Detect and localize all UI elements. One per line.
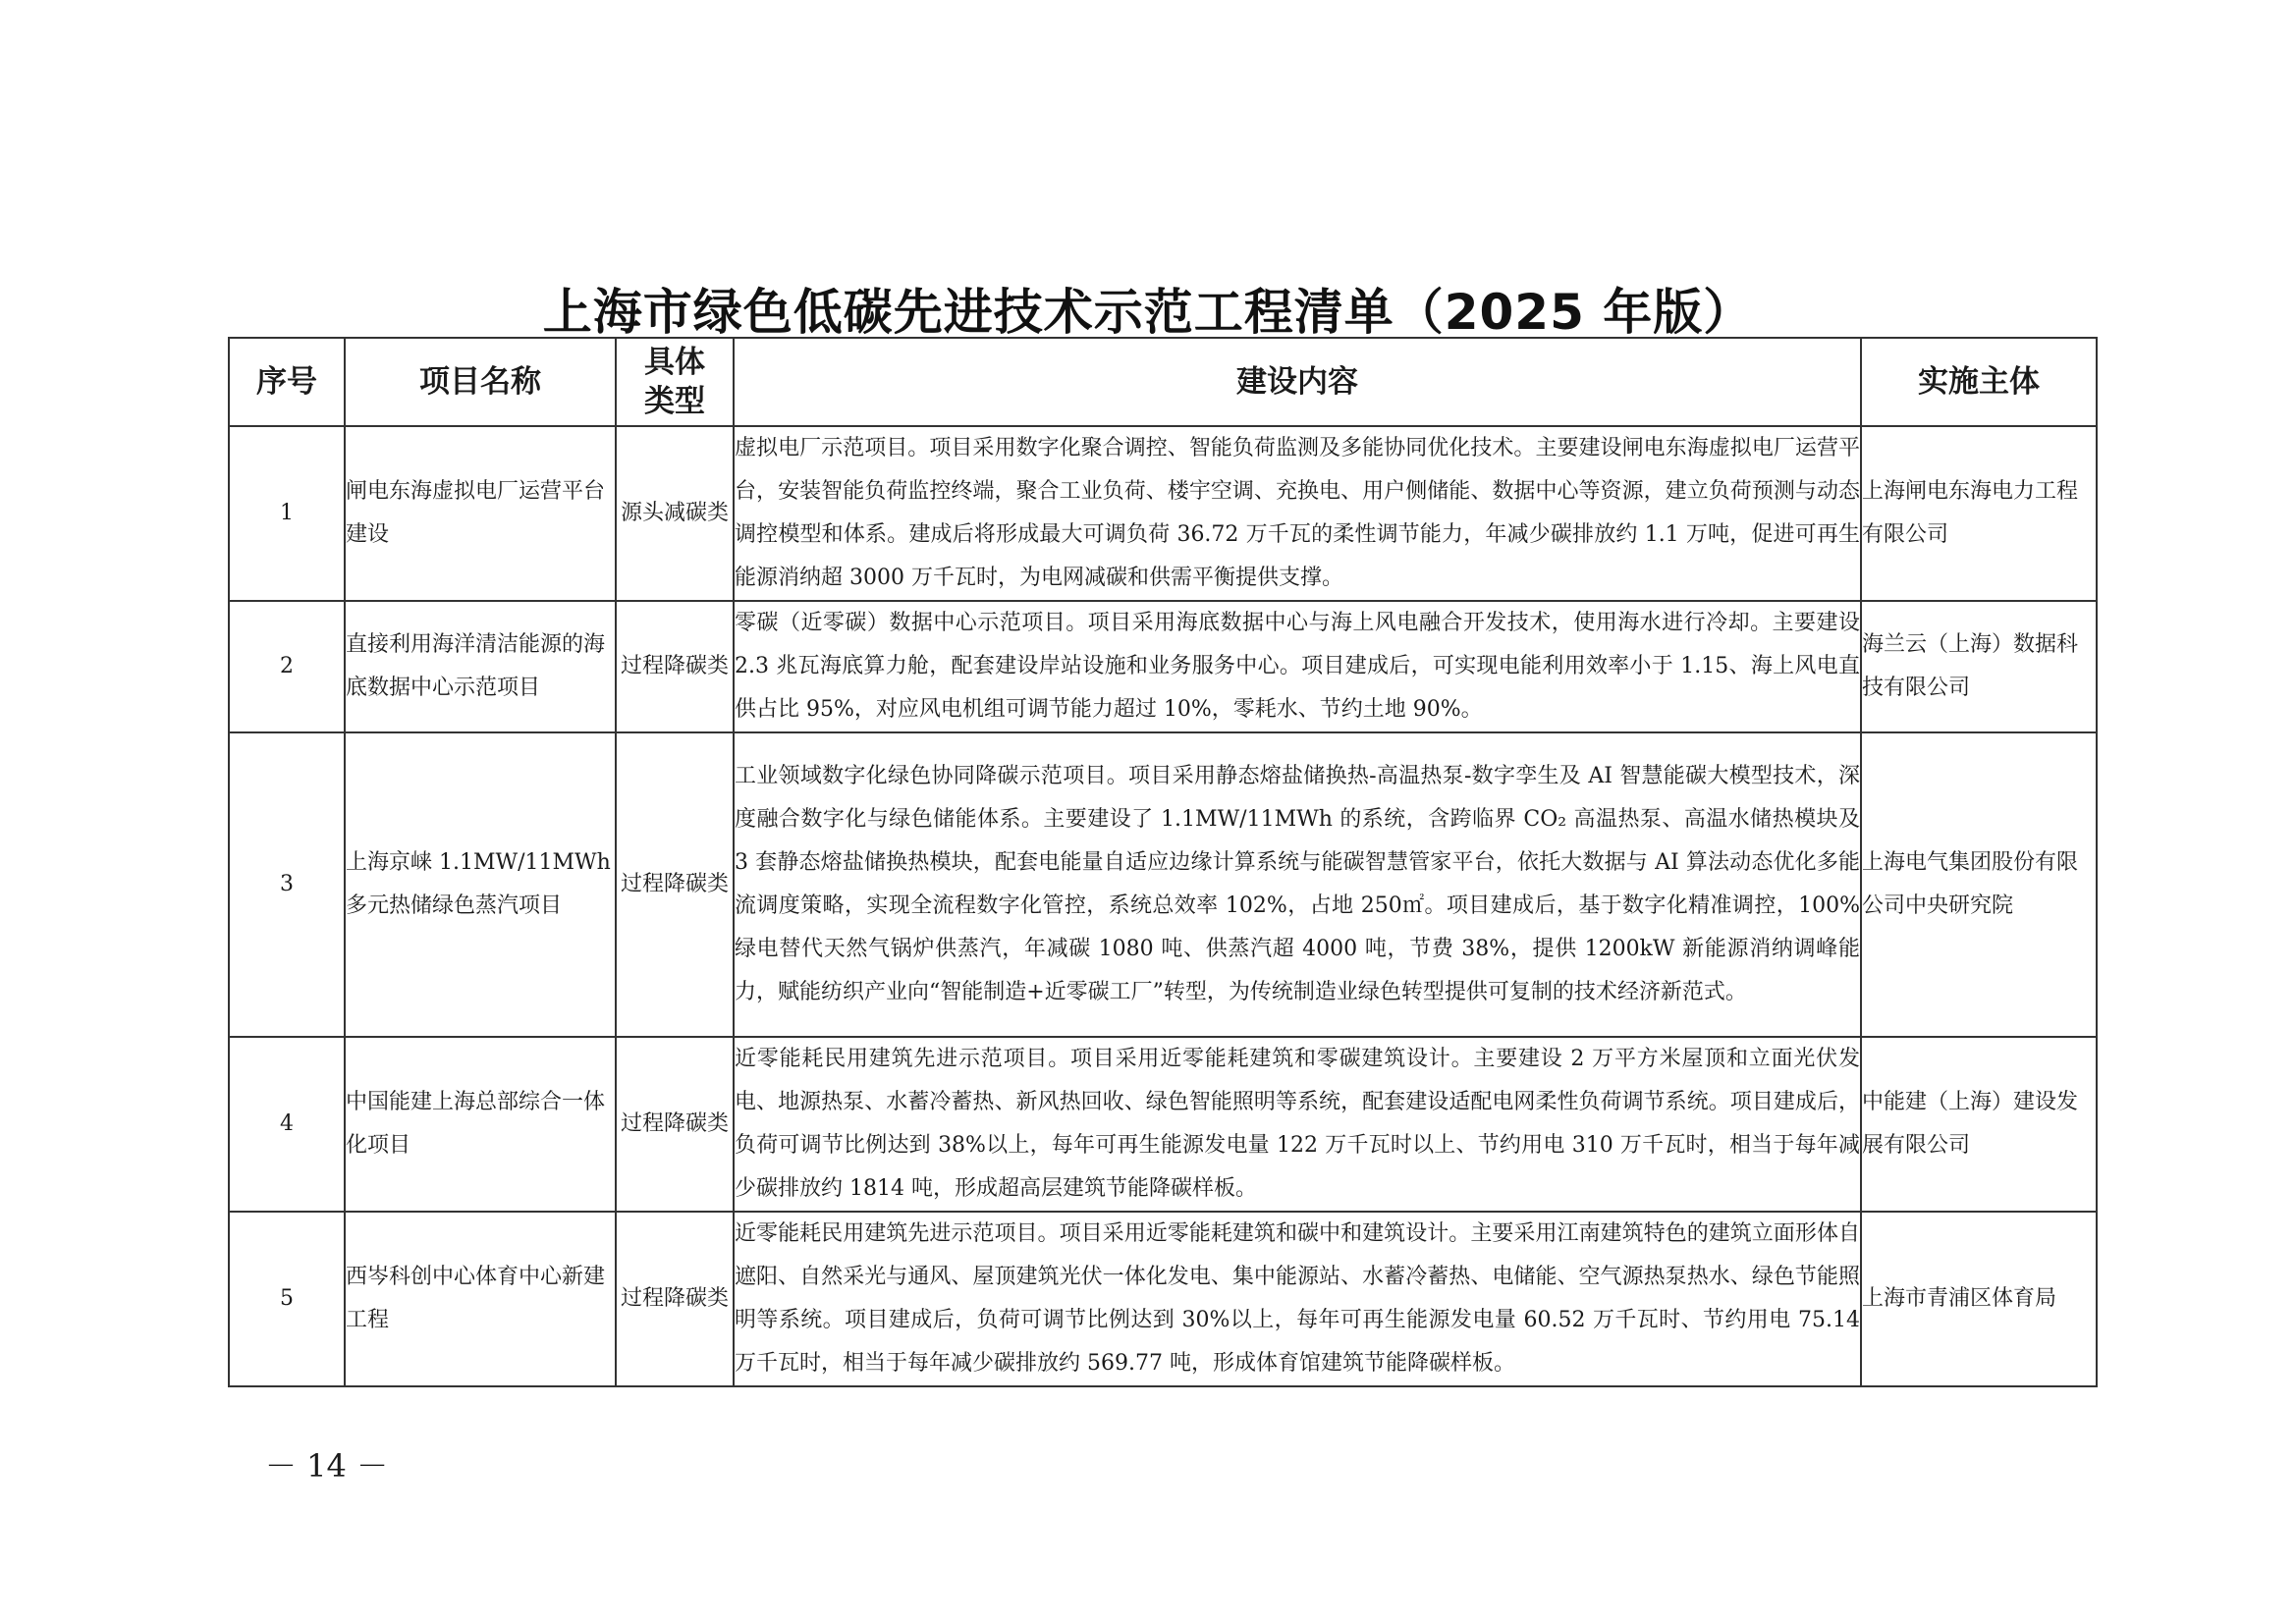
row-org: 中能建（上海）建设发展有限公司 — [1861, 1037, 2097, 1212]
row-name: 直接利用海洋清洁能源的海底数据中心示范项目 — [345, 601, 616, 732]
row-content: 近零能耗民用建筑先进示范项目。项目采用近零能耗建筑和零碳建筑设计。主要建设 2 万平方米屋顶和立面光伏发电、地源热泵、水蓄冷蓄热、新风热回收、绿色智能照明等系统，配套建设适配电网柔性负荷调节系统。项目建成后，负荷可调节比例达到 38%以上，每年可再生能源发电量 122 万千瓦时以上、节约用电 310 万千瓦时，相当于每年减少碳排放约 1814 吨，形成超高层建筑节能降碳样板。 — [734, 1037, 1861, 1212]
row-content: 虚拟电厂示范项目。项目采用数字化聚合调控、智能负荷监测及多能协同优化技术。主要建设闸电东海虚拟电厂运营平台，安装智能负荷监控终端，聚合工业负荷、楼宇空调、充换电、用户侧储能、数据中心等资源，建立负荷预测与动态调控模型和体系。建成后将形成最大可调负荷 36.72 万千瓦的柔性调节能力，年减少碳排放约 1.1 万吨，促进可再生能源消纳超 3000 万千瓦时，为电网减碳和供需平衡提供支撑。 — [734, 426, 1861, 601]
row-org: 上海市青浦区体育局 — [1861, 1212, 2097, 1386]
row-type: 过程降碳类 — [616, 1037, 734, 1212]
table-row — [229, 732, 2097, 1037]
header-type-label: 具体类型 — [644, 345, 705, 419]
row-content: 近零能耗民用建筑先进示范项目。项目采用近零能耗建筑和碳中和建筑设计。主要采用江南建筑特色的建筑立面形体自遮阳、自然采光与通风、屋顶建筑光伏一体化发电、集中能源站、水蓄冷蓄热、电储能、空气源热泵热水、绿色节能照明等系统。项目建成后，负荷可调节比例达到 30%以上，每年可再生能源发电量 60.52 万千瓦时、节约用电 75.14 万千瓦时，相当于每年减少碳排放约 569.77 吨，形成体育馆建筑节能降碳样板。 — [734, 1212, 1861, 1386]
row-org: 上海闸电东海电力工程有限公司 — [1861, 426, 2097, 601]
projects-table — [228, 337, 2098, 1387]
row-seq: 1 — [229, 426, 345, 601]
table-row — [229, 426, 2097, 601]
row-name: 中国能建上海总部综合一体化项目 — [345, 1037, 616, 1212]
document-title: 上海市绿色低碳先进技术示范工程清单（2025 年版） — [542, 284, 1754, 341]
header-org: 实施主体 — [1861, 338, 2097, 426]
row-seq: 2 — [229, 601, 345, 732]
row-type: 过程降碳类 — [616, 732, 734, 1037]
row-type: 源头减碳类 — [616, 426, 734, 601]
header-content: 建设内容 — [734, 338, 1861, 426]
row-name: 上海京崃 1.1MW/11MWh 多元热储绿色蒸汽项目 — [345, 732, 616, 1037]
row-seq: 5 — [229, 1212, 345, 1386]
row-name: 闸电东海虚拟电厂运营平台建设 — [345, 426, 616, 601]
row-org: 海兰云（上海）数据科技有限公司 — [1861, 601, 2097, 732]
table-header-row — [229, 338, 2097, 426]
row-type: 过程降碳类 — [616, 1212, 734, 1386]
row-name: 西岑科创中心体育中心新建工程 — [345, 1212, 616, 1386]
header-seq: 序号 — [229, 338, 345, 426]
row-seq: 4 — [229, 1037, 345, 1212]
row-org: 上海电气集团股份有限公司中央研究院 — [1861, 732, 2097, 1037]
row-content: 零碳（近零碳）数据中心示范项目。项目采用海底数据中心与海上风电融合开发技术，使用海水进行冷却。主要建设 2.3 兆瓦海底算力舱，配套建设岸站设施和业务服务中心。项目建成后，可实现电能利用效率小于 1.15、海上风电直供占比 95%，对应风电机组可调节能力超过 10%，零耗水、节约土地 90%。 — [734, 601, 1861, 732]
table-row — [229, 1212, 2097, 1386]
header-name: 项目名称 — [345, 338, 616, 426]
table-row — [229, 601, 2097, 732]
row-content: 工业领域数字化绿色协同降碳示范项目。项目采用静态熔盐储换热-高温热泵-数字孪生及 AI 智慧能碳大模型技术，深度融合数字化与绿色储能体系。主要建设了 1.1MW/11MWh 的系统，含跨临界 CO₂ 高温热泵、高温水储热模块及 3 套静态熔盐储换热模块，配套电能量自适应边缘计算系统与能碳智慧管家平台，依托大数据与 AI 算法动态优化多能流调度策略，实现全流程数字化管控，系统总效率 102%，占地 250㎡。项目建成后，基于数字化精准调控，100%绿电替代天然气锅炉供蒸汽，年减碳 1080 吨、供蒸汽超 4000 吨，节费 38%，提供 1200kW 新能源消纳调峰能力，赋能纺织产业向“智能制造+近零碳工厂”转型，为传统制造业绿色转型提供可复制的技术经济新范式。 — [734, 732, 1861, 1037]
page-number: － 14 － — [265, 1447, 389, 1485]
header-type — [616, 338, 734, 426]
table-row — [229, 1037, 2097, 1212]
row-seq: 3 — [229, 732, 345, 1037]
row-type: 过程降碳类 — [616, 601, 734, 732]
